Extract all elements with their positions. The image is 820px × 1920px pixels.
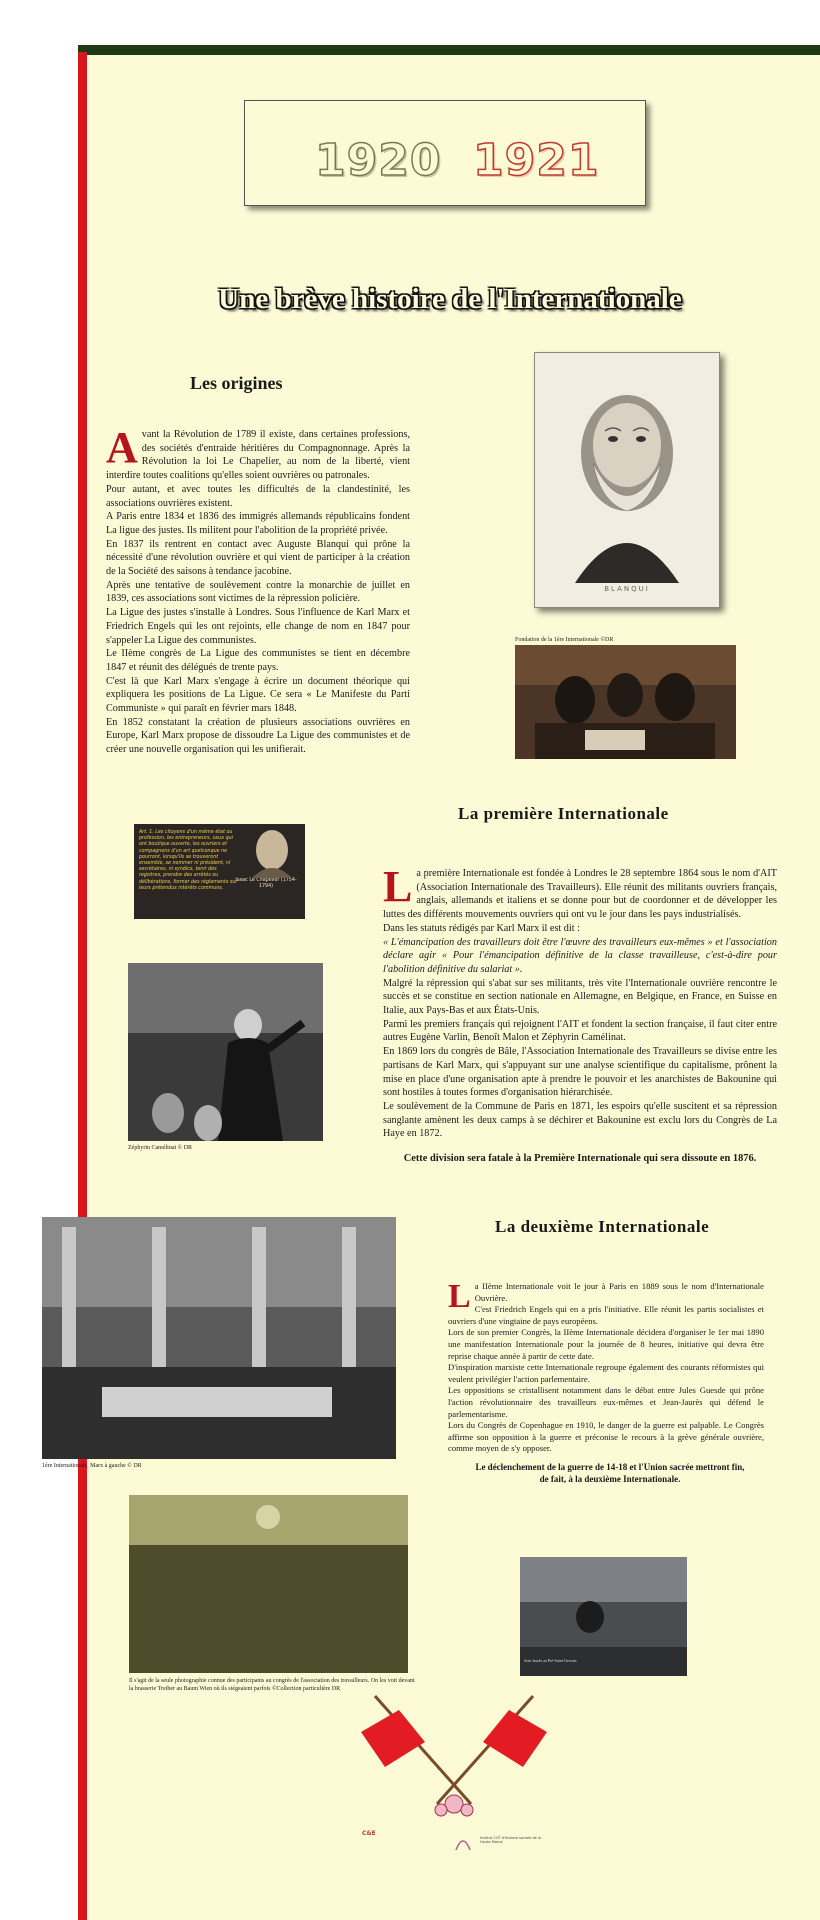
origins-paragraph: En 1852 constatant la création de plusieurs associations ouvrières en Europe, Karl Marx propose de dissoudre La Ligue des communistes et de créer une nouvelle organisation qui les unifierait. [106, 716, 410, 756]
camelinat-caption: Zéphyrin Camélinat © DR [128, 1145, 193, 1151]
le-chapelier-portrait [244, 828, 300, 878]
deuxieme-paragraph: Lors du Congrès de Copenhague en 1910, le danger de la guerre est palpable. Le Congrès affirme son opposition à la guerre et préconise le recours à la grève générale ouvrière, comme moyen de s'y opposer. [448, 1420, 764, 1454]
premiere-paragraph: Parmi les premiers français qui rejoignent l'AIT et fondent la section française, il faut citer entre autres Eugène Varlin, Benoît Malon et Zéphyrin Camélinat. [383, 1018, 777, 1044]
deuxieme-dropcap: L [448, 1278, 471, 1315]
congres-photo-caption: Il s'agit de la seule photographie connue des participants au congrès de l'association des travailleurs. On les voit devant la brasserie Treiber au Baum Wien où ils siégeaient parfois ©Collection particulière DR [129, 1678, 415, 1692]
premiere-text [383, 862, 777, 1141]
origins-title: Les origines [190, 373, 283, 393]
le-chapelier-quote: Art. 1. Les citoyens d'un même état ou profession, les entrepreneurs, ceux qui ont boutique ouverte, les ouvriers et compagnons d'un art quelconque ne pourront, lorsqu'ils se trouveront ensemble, se nommer ni président, ni secrétaires, ni syndics, tenir des registres, prendre des arrêtés ou délibérations, former des règlements sur leurs prétendus intérêts communs. [139, 830, 238, 891]
premiere-paragraph: En 1869 lors du congrès de Bâle, l'Association Internationale des Travailleurs se divise entre les partisans de Karl Marx, qui s'appuyant sur une analyse scientifique du capitalisme, prônent la mise en place d'une organisation apte à prendre le pouvoir et les anarchistes de Bakounine qui sont hostiles à toutes formes d'organisation hiérarchisée. [383, 1046, 777, 1099]
origins-paragraph: Le IIème congrès de La Ligue des communistes se tient en décembre 1847 et réunit des délégués de trente pays. [106, 648, 410, 673]
origins-paragraph: La Ligue des justes s'installe à Londres. Sous l'influence de Karl Marx et Friedrich Engels qui les ont rejoints, elle change de nom en 1847 pour s'appeler La Ligue des communistes. [106, 607, 410, 646]
camelinat-photo-shapes [128, 963, 323, 1141]
year-box [244, 100, 646, 206]
premiere-conclusion: Cette division sera fatale à la Première Internationale qui sera dissoute en 1876. [403, 1153, 757, 1164]
blanqui-engraving [535, 353, 719, 607]
origins-paragraph: vant la Révolution de 1789 il existe, dans certaines professions, des sociétés d'entraide héritières du Compagnonnage. Après la Révolution la loi Le Chapelier, au nom de la liberté, vient interdire toutes coalitions qu'elles soient ouvrières ou patronales. [106, 429, 410, 482]
deuxieme-paragraph: D'inspiration marxiste cette Internationale regroupe également des courants réformistes qui veulent privilégier l'action parlementaire. [448, 1362, 764, 1384]
jaures-caption: Jean Jaurès au Pré-Saint-Gervais [524, 1658, 577, 1663]
sponsor-logos [362, 1832, 552, 1852]
congres-photo-shapes [129, 1495, 408, 1673]
deuxieme-paragraph: a IIème Internationale voit le jour à Paris en 1889 sous le nom d'Internationale Ouvrière. [474, 1281, 764, 1303]
deuxieme-paragraph: Lors de son premier Congrès, la IIème Internationale décidera d'organiser le 1er mai 1890 une manifestation Internationale pour la journée de 8 heures, initiative qui devra être reprise chaque année à partir de cette date. [448, 1327, 764, 1361]
origins-paragraph: C'est là que Karl Marx s'engage à écrire un document théorique qui expliquera les positions de La Ligue. Ce sera « Le Manifeste du Parti Communiste » qui paraît en février mars 1848. [106, 675, 410, 715]
year-second: 1921 [473, 135, 600, 186]
origins-paragraph: Après une tentative de soulèvement contre la monarchie de juillet en 1839, ces associations sont victimes de la répression policière. [106, 579, 410, 605]
logo-ce: C&E [362, 1830, 376, 1837]
jaures-photo [520, 1557, 687, 1676]
fondation-caption: Fondation de la 1ère Internationale ©DR [515, 637, 614, 643]
le-chapelier-card [134, 824, 305, 919]
blanqui-portrait [534, 352, 720, 608]
premiere-title: La première Internationale [458, 804, 669, 823]
premiere-paragraph: Dans les statuts rédigés par Karl Marx il est dit : [383, 922, 580, 934]
red-flag-icon [361, 1710, 425, 1767]
congres-engraving-caption: 1ère Internationale, Marx à gauche © DR [42, 1463, 142, 1469]
logo-emblem-icon [452, 1832, 474, 1852]
origins-dropcap: A [106, 423, 138, 472]
premiere-paragraph: a première Internationale est fondée à Londres le 28 septembre 1864 sous le nom d'AIT (Association Internationale des Travailleurs). Elle réunit des militants ouvriers français, anglais, allemands et italiens et se donne pour but de coordonner et de développer les luttes des différents mouvements ouvriers qui ont vu le jour dans les pays industrialisés. [383, 868, 777, 921]
origins-text [106, 423, 410, 757]
origins-paragraph: Pour autant, et avec toutes les difficultés de la clandestinité, les associations ouvrières existent. [106, 483, 410, 509]
fondation-painting-shapes [515, 645, 736, 759]
main-title: Une brève histoire de l'Internationale [218, 283, 682, 315]
premiere-paragraph: Le soulèvement de la Commune de Paris en 1871, les espoirs qu'elle suscitent et sa répression sanglante amènent les deux camps à se déchirer et Bakounine est exclu lors du Congrès de La Haye en 1872. [383, 1100, 777, 1140]
premiere-dropcap: L [383, 862, 413, 911]
deuxieme-paragraph: C'est Friedrich Engels qui en a pris l'initiative. Elle réunit les partis socialistes et ouvriers d'une vingtaine de pays européens. [448, 1304, 764, 1326]
origins-paragraph: A Paris entre 1834 et 1836 des immigrés allemands républicains fondent La ligue des justes. Ils militent pour l'abolition de la propriété privée. [106, 511, 410, 536]
top-border [78, 45, 820, 55]
origins-paragraph: En 1837 ils rentrent en contact avec Auguste Blanqui qui prône la nécessité d'une révolution ouvrière et qui vient de participer à la création de la Société des saisons à tendance jacobine. [106, 538, 410, 578]
deuxieme-title: La deuxième Internationale [495, 1217, 710, 1236]
logo-institut: Institut CGT d'histoire sociale de la Haute-Marne [480, 1836, 541, 1845]
left-border [78, 52, 87, 1920]
deuxieme-conclusion: Le déclenchement de la guerre de 14-18 et l'Union sacrée mettront fin, de fait, à la deuxième Internationale. [475, 1462, 745, 1484]
premiere-paragraph: « L'émancipation des travailleurs doit être l'œuvre des travailleurs eux-mêmes » et l'association déclare agir « Pour l'émancipation définitive de la classe travailleuse, c'est-à-dire pour l'abolition définitive du salariat ». [383, 936, 777, 975]
congres-engraving [42, 1217, 396, 1459]
blanqui-label: BLANQUI [604, 585, 650, 593]
red-flag-icon [483, 1710, 547, 1767]
year-first: 1920 [315, 135, 442, 186]
premiere-paragraph: Malgré la répression qui s'abat sur ses militants, très vite l'Internationale ouvrière rencontre le succès et se constitue en section nationale en Allemagne, en Belgique, en France, en Suisse en Italie, aux Pays-Bas et aux États-Unis. [383, 977, 777, 1017]
congres-engraving-shapes [42, 1217, 396, 1459]
crossed-flags-icon [353, 1692, 555, 1822]
fondation-painting [515, 645, 736, 759]
le-chapelier-name: Isaac Le Chapelier (1754-1794) [235, 878, 297, 889]
camelinat-photo [128, 963, 323, 1141]
deuxieme-paragraph: Les oppositions se cristallisent notamment dans le débat entre Jules Guesde qui prône l'action révolutionnaire des travailleurs eux-mêmes et Jean-Jaurès qui défend le parlementarisme. [448, 1385, 764, 1419]
congres-photo [129, 1495, 408, 1673]
deuxieme-text [448, 1278, 764, 1455]
